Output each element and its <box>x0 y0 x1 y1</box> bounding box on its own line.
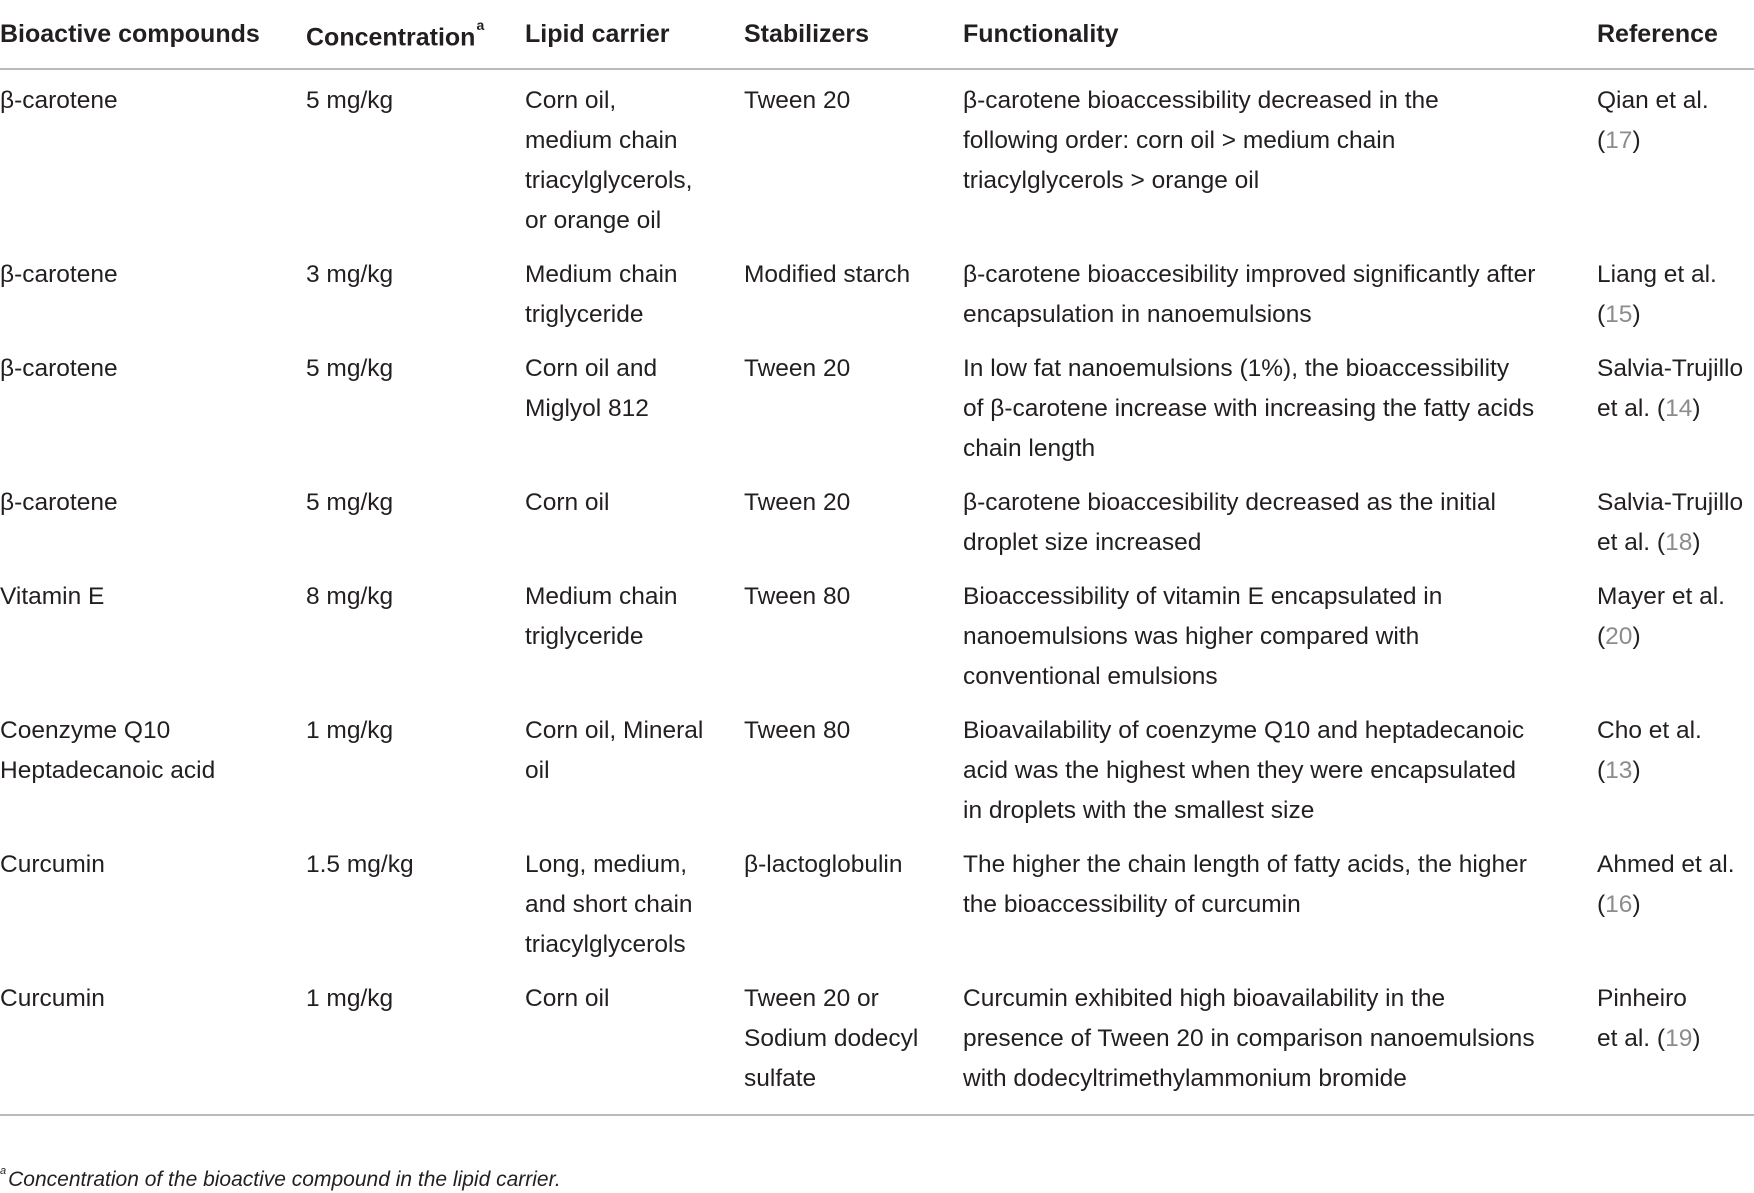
cell-stabilizers <box>744 248 963 342</box>
reference-author: Mayer et al. ( <box>1597 583 1725 650</box>
cell-functionality <box>963 69 1597 248</box>
cell-reference <box>1597 248 1754 342</box>
cell-compound <box>0 69 306 248</box>
reference-number-link[interactable]: 13 <box>1605 757 1633 784</box>
cell-compound-text: β-carotene <box>0 489 118 516</box>
cell-reference <box>1597 342 1754 476</box>
reference-number-link[interactable]: 15 <box>1605 301 1633 328</box>
cell-carrier <box>525 342 744 476</box>
cell-reference <box>1597 570 1754 704</box>
cell-carrier-text: Medium chain triglyceride <box>525 583 678 650</box>
cell-functionality-text: Curcumin exhibited high bioavailability in the presence of Tween 20 in comparison nanoemulsions with dodecyltrimethylammonium bromide <box>963 985 1535 1092</box>
reference-author: Liang et al. ( <box>1597 261 1717 328</box>
cell-concentration <box>306 248 525 342</box>
cell-carrier-text: Long, medium, and short chain triacylglycerols <box>525 851 693 958</box>
cell-functionality <box>963 704 1597 838</box>
cell-functionality-text: In low fat nanoemulsions (1%), the bioaccessibility of β-carotene increase with increasing the fatty acids chain length <box>963 355 1535 462</box>
cell-compound <box>0 972 306 1115</box>
cell-concentration <box>306 342 525 476</box>
cell-reference <box>1597 476 1754 570</box>
reference-text <box>1597 577 1754 657</box>
cell-carrier-text: Corn oil and Miglyol 812 <box>525 355 658 422</box>
cell-functionality <box>963 838 1597 972</box>
cell-reference <box>1597 838 1754 972</box>
cell-functionality-text: β-carotene bioaccessibility decreased in the following order: corn oil > medium chain triacylglycerols > orange oil <box>963 87 1439 194</box>
cell-carrier <box>525 69 744 248</box>
reference-close-paren: ) <box>1632 127 1641 154</box>
cell-compound-text: Vitamin E <box>0 583 105 610</box>
table-footnote <box>0 1163 561 1192</box>
reference-text <box>1597 845 1754 925</box>
reference-text <box>1597 711 1754 791</box>
table-row <box>0 476 1754 570</box>
cell-compound <box>0 342 306 476</box>
cell-concentration <box>306 476 525 570</box>
cell-carrier <box>525 972 744 1115</box>
reference-number-link[interactable]: 20 <box>1605 623 1633 650</box>
cell-compound-text: Coenzyme Q10 Heptadecanoic acid <box>0 717 216 784</box>
cell-concentration-text: 5 mg/kg <box>306 87 394 114</box>
reference-number-link[interactable]: 17 <box>1605 127 1633 154</box>
cell-functionality-text: β-carotene bioaccesibility improved significantly after encapsulation in nanoemulsions <box>963 261 1536 328</box>
cell-functionality-text: β-carotene bioaccesibility decreased as the initial droplet size increased <box>963 489 1496 556</box>
cell-concentration <box>306 838 525 972</box>
reference-author: Ahmed et al. ( <box>1597 851 1735 918</box>
cell-concentration-text: 8 mg/kg <box>306 583 394 610</box>
header-concentration: Concentration$^a$ <box>306 16 485 52</box>
cell-concentration-text: 5 mg/kg <box>306 489 394 516</box>
cell-stabilizers-text: Tween 20 <box>744 355 851 382</box>
cell-carrier-text: Corn oil, Mineral oil <box>525 717 704 784</box>
header-carrier: Lipid carrier <box>525 20 670 48</box>
table-row <box>0 570 1754 704</box>
cell-functionality <box>963 972 1597 1115</box>
cell-stabilizers <box>744 570 963 704</box>
cell-concentration <box>306 704 525 838</box>
cell-stabilizers-text: Modified starch <box>744 261 911 288</box>
reference-close-paren: ) <box>1632 891 1641 918</box>
cell-carrier <box>525 248 744 342</box>
cell-compound-text: Curcumin <box>0 985 105 1012</box>
cell-carrier <box>525 704 744 838</box>
cell-stabilizers <box>744 704 963 838</box>
cell-carrier-text: Corn oil, medium chain triacylglycerols, or orange oil <box>525 87 693 234</box>
footnote-marker: a <box>0 1165 7 1177</box>
cell-compound <box>0 704 306 838</box>
cell-carrier-text: Corn oil <box>525 985 610 1012</box>
reference-author: Salvia-Trujillo et al. ( <box>1597 489 1744 556</box>
cell-compound <box>0 570 306 704</box>
reference-close-paren: ) <box>1632 757 1641 784</box>
cell-stabilizers-text: Tween 20 <box>744 489 851 516</box>
cell-concentration-text: 1 mg/kg <box>306 717 394 744</box>
reference-number-link[interactable]: 16 <box>1605 891 1633 918</box>
cell-stabilizers <box>744 476 963 570</box>
cell-concentration <box>306 69 525 248</box>
cell-functionality <box>963 248 1597 342</box>
cell-stabilizers <box>744 342 963 476</box>
cell-compound-text: β-carotene <box>0 355 118 382</box>
reference-text <box>1597 255 1754 335</box>
cell-concentration-text: 1.5 mg/kg <box>306 851 414 878</box>
cell-functionality-text: Bioaccessibility of vitamin E encapsulated in nanoemulsions was higher compared with conventional emulsions <box>963 583 1443 690</box>
cell-carrier <box>525 570 744 704</box>
cell-stabilizers <box>744 69 963 248</box>
table-row <box>0 972 1754 1115</box>
reference-close-paren: ) <box>1692 395 1701 422</box>
cell-concentration <box>306 570 525 704</box>
cell-concentration-text: 1 mg/kg <box>306 985 394 1012</box>
cell-functionality-text: Bioavailability of coenzyme Q10 and heptadecanoic acid was the highest when they were encapsulated in droplets with the smallest size <box>963 717 1525 824</box>
table-row <box>0 342 1754 476</box>
reference-author: Qian et al. ( <box>1597 87 1709 154</box>
cell-carrier-text: Corn oil <box>525 489 610 516</box>
table-body <box>0 69 1754 1115</box>
cell-carrier-text: Medium chain triglyceride <box>525 261 678 328</box>
cell-stabilizers <box>744 838 963 972</box>
cell-functionality <box>963 570 1597 704</box>
cell-compound-text: β-carotene <box>0 87 118 114</box>
reference-text <box>1597 349 1754 429</box>
table-row <box>0 69 1754 248</box>
reference-close-paren: ) <box>1692 529 1701 556</box>
cell-reference <box>1597 704 1754 838</box>
cell-reference <box>1597 69 1754 248</box>
cell-stabilizers-text: Tween 20 <box>744 87 851 114</box>
reference-text <box>1597 81 1754 161</box>
footnote-text: Concentration of the bioactive compound in the lipid carrier. <box>8 1168 561 1191</box>
cell-compound <box>0 838 306 972</box>
cell-compound-text: β-carotene <box>0 261 118 288</box>
reference-number-link[interactable]: 19 <box>1665 1025 1693 1052</box>
cell-reference <box>1597 972 1754 1115</box>
reference-number-link[interactable]: 18 <box>1665 529 1693 556</box>
cell-stabilizers-text: Tween 80 <box>744 583 851 610</box>
reference-text <box>1597 483 1754 563</box>
table-row <box>0 838 1754 972</box>
reference-close-paren: ) <box>1692 1025 1701 1052</box>
cell-compound <box>0 476 306 570</box>
cell-stabilizers-text: β-lactoglobulin <box>744 851 903 878</box>
cell-functionality <box>963 476 1597 570</box>
reference-text <box>1597 979 1754 1059</box>
header-stabilizers: Stabilizers <box>744 20 870 48</box>
cell-carrier <box>525 476 744 570</box>
reference-author: Cho et al. ( <box>1597 717 1702 784</box>
table-row <box>0 704 1754 838</box>
table-header <box>0 0 1754 69</box>
cell-concentration <box>306 972 525 1115</box>
cell-concentration-text: 5 mg/kg <box>306 355 394 382</box>
cell-stabilizers-text: Tween 80 <box>744 717 851 744</box>
cell-carrier <box>525 838 744 972</box>
table-row <box>0 248 1754 342</box>
header-reference: Reference <box>1597 20 1718 48</box>
cell-functionality-text: The higher the chain length of fatty acids, the higher the bioaccessibility of curcumin <box>963 851 1527 918</box>
cell-compound <box>0 248 306 342</box>
cell-compound-text: Curcumin <box>0 851 105 878</box>
header-row <box>0 0 1754 69</box>
cell-functionality <box>963 342 1597 476</box>
header-functionality: Functionality <box>963 20 1119 48</box>
reference-number-link[interactable]: 14 <box>1665 395 1693 422</box>
cell-stabilizers <box>744 972 963 1115</box>
cell-stabilizers-text: Tween 20 or Sodium dodecyl sulfate <box>744 985 919 1092</box>
header-concentration-footnote-marker: a <box>476 16 485 33</box>
reference-close-paren: ) <box>1632 623 1641 650</box>
reference-author: Pinheiro et al. ( <box>1597 985 1687 1052</box>
header-compound: Bioactive compounds <box>0 20 260 48</box>
cell-concentration-text: 3 mg/kg <box>306 261 394 288</box>
reference-close-paren: ) <box>1632 301 1641 328</box>
reference-author: Salvia-Trujillo et al. ( <box>1597 355 1744 422</box>
